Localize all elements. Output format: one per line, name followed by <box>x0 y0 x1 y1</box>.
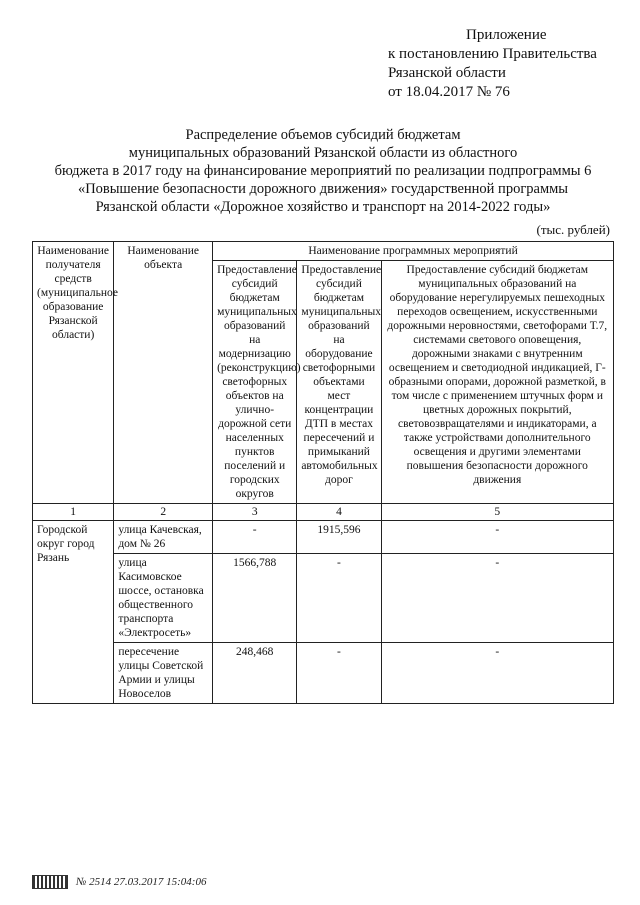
registration-reference: № 2514 27.03.2017 15:04:06 <box>76 876 207 888</box>
value-cell: - <box>381 554 613 643</box>
barcode-stamp-icon <box>32 875 68 889</box>
value-cell: - <box>381 521 613 554</box>
object-cell: пересечение улицы Советской Армии и улицы Новоселов <box>114 643 213 704</box>
table-row <box>33 643 614 704</box>
heading-line: Рязанской области «Дорожное хозяйство и транспорт на 2014-2022 годы» <box>95 199 551 215</box>
appendix-date: от 18.04.2017 № 76 <box>388 84 510 100</box>
value-cell: - <box>297 554 381 643</box>
header-measure-3: Предоставление субсидий бюджетам муниципальных образований на оборудование нерегулируемых пешеходных переходов освещением, искусственными дорожными неровностями, светофорами Т.7, системами светового оповещения, дорожными знаками с внутренним освещением и светодиодной индикацией, Г-образными опорами, дорожной разметкой, в том числе с применением штучных форм и цветных дорожных покрытий, световозвращателями и индикаторами, а также устройствами дополнительного освещения и другими элементами повышения безопасности дорожного движения <box>381 261 613 504</box>
column-number: 1 <box>33 504 114 521</box>
header-measure-2: Предоставление субсидий бюджетам муниципальных образований на оборудование светофорными объектами мест концентрации ДТП в местах пересечений и примыканий автомобильных дорог <box>297 261 381 504</box>
heading-line: Распределение объемов субсидий бюджетам <box>185 127 461 143</box>
column-number: 3 <box>213 504 297 521</box>
value-cell: - <box>213 521 297 554</box>
heading-line: бюджета в 2017 году на финансирование мероприятий по реализации подпрограммы 6 <box>54 163 592 179</box>
object-cell: улица Касимовское шоссе, остановка общественного транспорта «Электросеть» <box>114 554 213 643</box>
header-object: Наименование объекта <box>114 242 213 504</box>
appendix-line: Рязанской области <box>388 65 506 81</box>
header-measures-group: Наименование программных мероприятий <box>213 242 614 261</box>
table-row <box>33 521 614 554</box>
appendix-line: к постановлению Правительства <box>388 46 597 62</box>
column-number: 4 <box>297 504 381 521</box>
table-row <box>33 554 614 643</box>
subsidy-table <box>32 241 614 704</box>
header-recipient: Наименование получателя средств (муниципальное образование Рязанской области) <box>33 242 114 504</box>
table-header-row <box>33 242 614 261</box>
heading-line: «Повышение безопасности дорожного движения» государственной программы <box>77 181 569 197</box>
value-cell: - <box>381 643 613 704</box>
heading-line: муниципальных образований Рязанской области из областного <box>128 145 518 161</box>
value-cell: - <box>297 643 381 704</box>
object-cell: улица Качевская, дом № 26 <box>114 521 213 554</box>
units-label: (тыс. рублей) <box>536 222 610 237</box>
appendix-title: Приложение <box>466 27 547 43</box>
value-cell: 248,468 <box>213 643 297 704</box>
recipient-cell: Городской округ город Рязань <box>33 521 114 704</box>
value-cell: 1566,788 <box>213 554 297 643</box>
header-measure-1: Предоставление субсидий бюджетам муниципальных образований на модернизацию (реконструкцию) светофорных объектов на улично-дорожной сети населенных пунктов поселений и городских округов <box>213 261 297 504</box>
column-number: 5 <box>381 504 613 521</box>
appendix-block <box>388 26 614 102</box>
document-heading <box>32 126 614 216</box>
document-footer <box>32 875 206 889</box>
value-cell: 1915,596 <box>297 521 381 554</box>
column-number: 2 <box>114 504 213 521</box>
column-number-row <box>33 504 614 521</box>
